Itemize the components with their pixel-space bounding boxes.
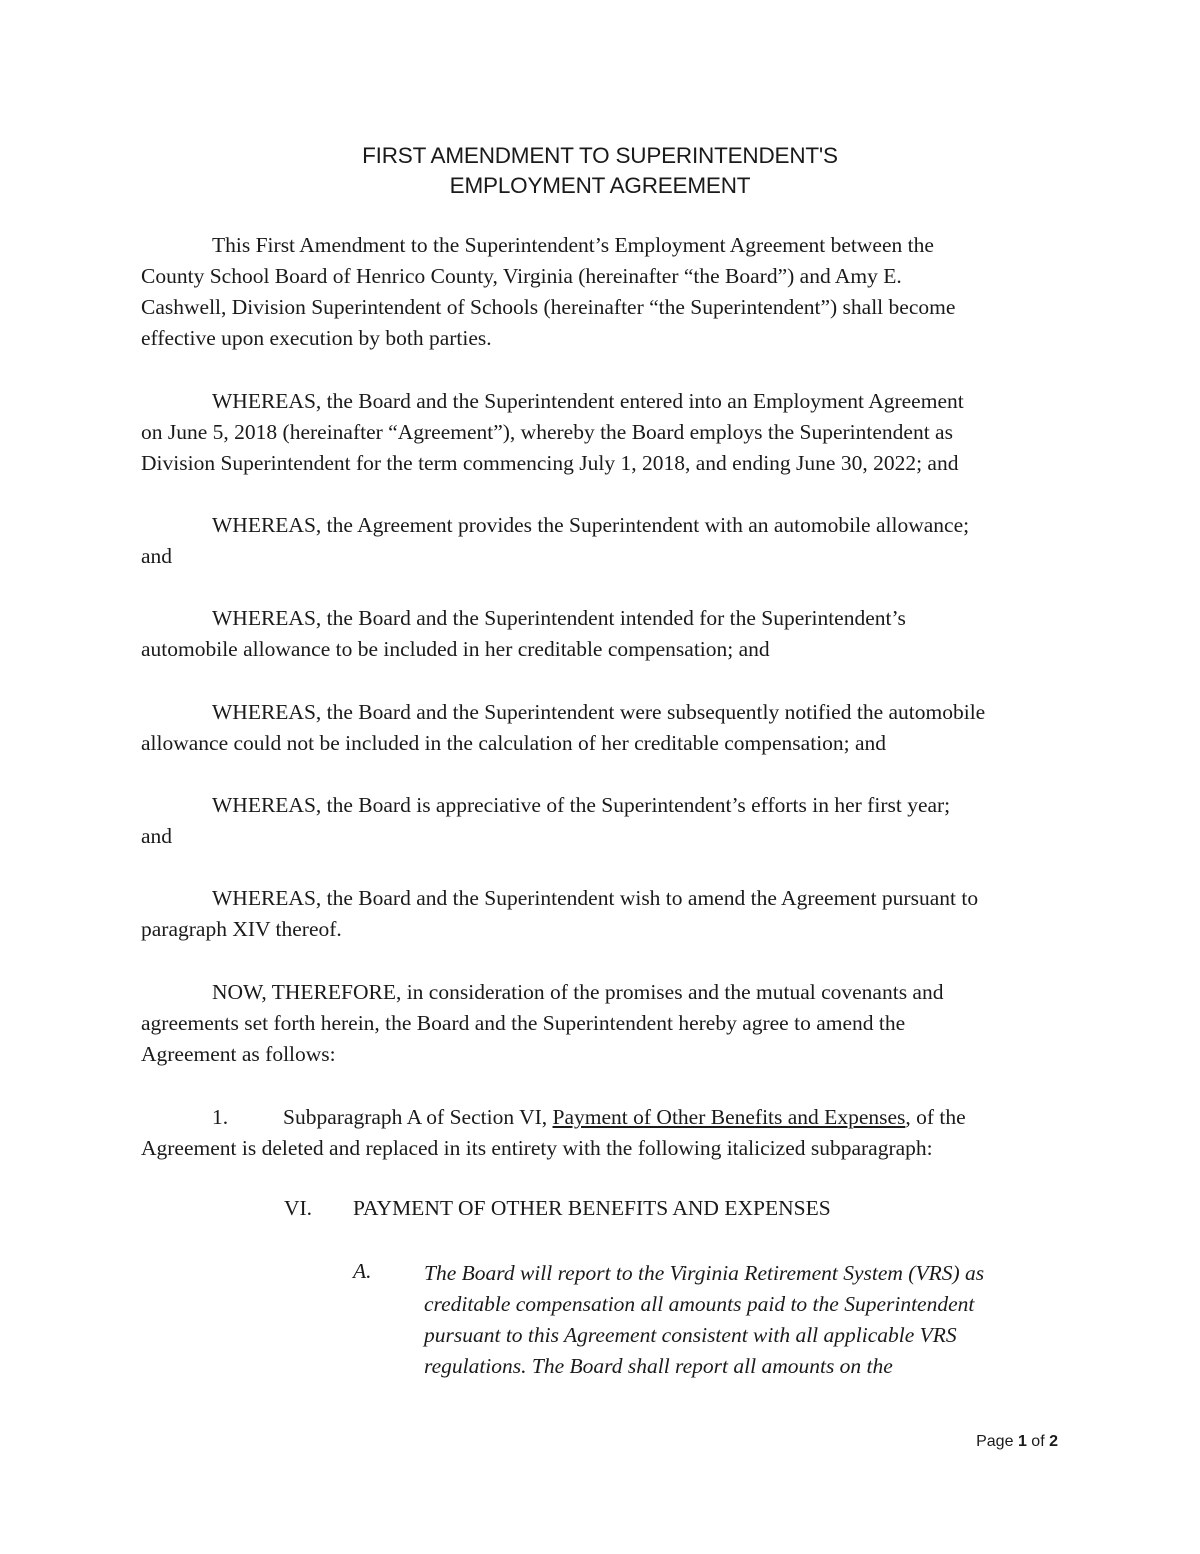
text-line: regulations. The Board shall report all amounts on the — [424, 1354, 893, 1378]
text-line: and — [141, 824, 173, 848]
current-page: 1 — [1017, 1433, 1027, 1450]
text-line: Division Superintendent for the term commencing July 1, 2018, and ending June 30, 2022; and — [141, 451, 959, 475]
text-line: automobile allowance to be included in her creditable compensation; and — [141, 637, 770, 661]
document-title-line-1: FIRST AMENDMENT TO SUPERINTENDENT'S — [362, 143, 838, 168]
text-line: creditable compensation all amounts paid to the Superintendent — [424, 1292, 975, 1316]
document-title-line-2: EMPLOYMENT AGREEMENT — [449, 173, 751, 198]
whereas-paragraph-2 — [141, 510, 1081, 572]
text-line: WHEREAS, the Agreement provides the Superintendent with an automobile allowance; — [212, 513, 970, 537]
text-line: Agreement is deleted and replaced in its entirety with the following italicized subparagraph: — [141, 1136, 933, 1160]
intro-paragraph — [141, 230, 1081, 354]
text-line: and — [141, 544, 173, 568]
text-line: WHEREAS, the Board and the Superintendent intended for the Superintendent’s — [212, 606, 906, 630]
text-line: WHEREAS, the Board and the Superintendent were subsequently notified the automobile — [212, 700, 986, 724]
text-line: paragraph XIV thereof. — [141, 917, 342, 941]
text-line: agreements set forth herein, the Board and the Superintendent hereby agree to amend the — [141, 1011, 906, 1035]
text-line: pursuant to this Agreement consistent with all applicable VRS — [424, 1323, 957, 1347]
section-number: VI. — [284, 1196, 313, 1220]
text-line: allowance could not be included in the calculation of her creditable compensation; and — [141, 731, 887, 755]
of-word: of — [1031, 1433, 1045, 1450]
section-title: PAYMENT OF OTHER BENEFITS AND EXPENSES — [353, 1196, 831, 1220]
section-heading — [284, 1196, 831, 1221]
item-number: 1. — [212, 1105, 229, 1129]
item-text: Subparagraph A of Section VI, — [283, 1105, 553, 1129]
text-line: on June 5, 2018 (hereinafter “Agreement”), whereby the Board employs the Superintendent as — [141, 420, 953, 444]
page-word: Page — [976, 1433, 1014, 1450]
section-title-reference: Payment of Other Benefits and Expenses — [552, 1105, 906, 1129]
text-line: WHEREAS, the Board and the Superintendent wish to amend the Agreement pursuant to — [212, 886, 979, 910]
subparagraph-body — [424, 1258, 1064, 1382]
text-line: NOW, THEREFORE, in consideration of the promises and the mutual covenants and — [212, 980, 944, 1004]
whereas-paragraph-1 — [141, 386, 1081, 479]
therefore-paragraph — [141, 977, 1081, 1070]
item-text-tail: , of the — [905, 1105, 966, 1129]
text-line: WHEREAS, the Board is appreciative of the Superintendent’s efforts in her first year; — [212, 793, 951, 817]
whereas-paragraph-4 — [141, 697, 1081, 759]
whereas-paragraph-6 — [141, 883, 1081, 945]
whereas-paragraph-3 — [141, 603, 1081, 665]
text-line: effective upon execution by both parties. — [141, 326, 492, 350]
page-number — [976, 1433, 1058, 1451]
total-pages: 2 — [1049, 1433, 1058, 1450]
text-line: WHEREAS, the Board and the Superintendent entered into an Employment Agreement — [212, 389, 964, 413]
subparagraph-letter: A. — [353, 1259, 372, 1283]
whereas-paragraph-5 — [141, 790, 1081, 852]
text-line: This First Amendment to the Superintendent’s Employment Agreement between the — [212, 233, 934, 257]
item-first-line — [141, 1102, 1081, 1133]
text-line: Agreement as follows: — [141, 1042, 336, 1066]
text-line: Cashwell, Division Superintendent of Schools (hereinafter “the Superintendent”) shall become — [141, 295, 956, 319]
amendment-item-1 — [141, 1102, 1081, 1164]
text-line: County School Board of Henrico County, Virginia (hereinafter “the Board”) and Amy E. — [141, 264, 902, 288]
text-line: The Board will report to the Virginia Retirement System (VRS) as — [424, 1261, 985, 1285]
